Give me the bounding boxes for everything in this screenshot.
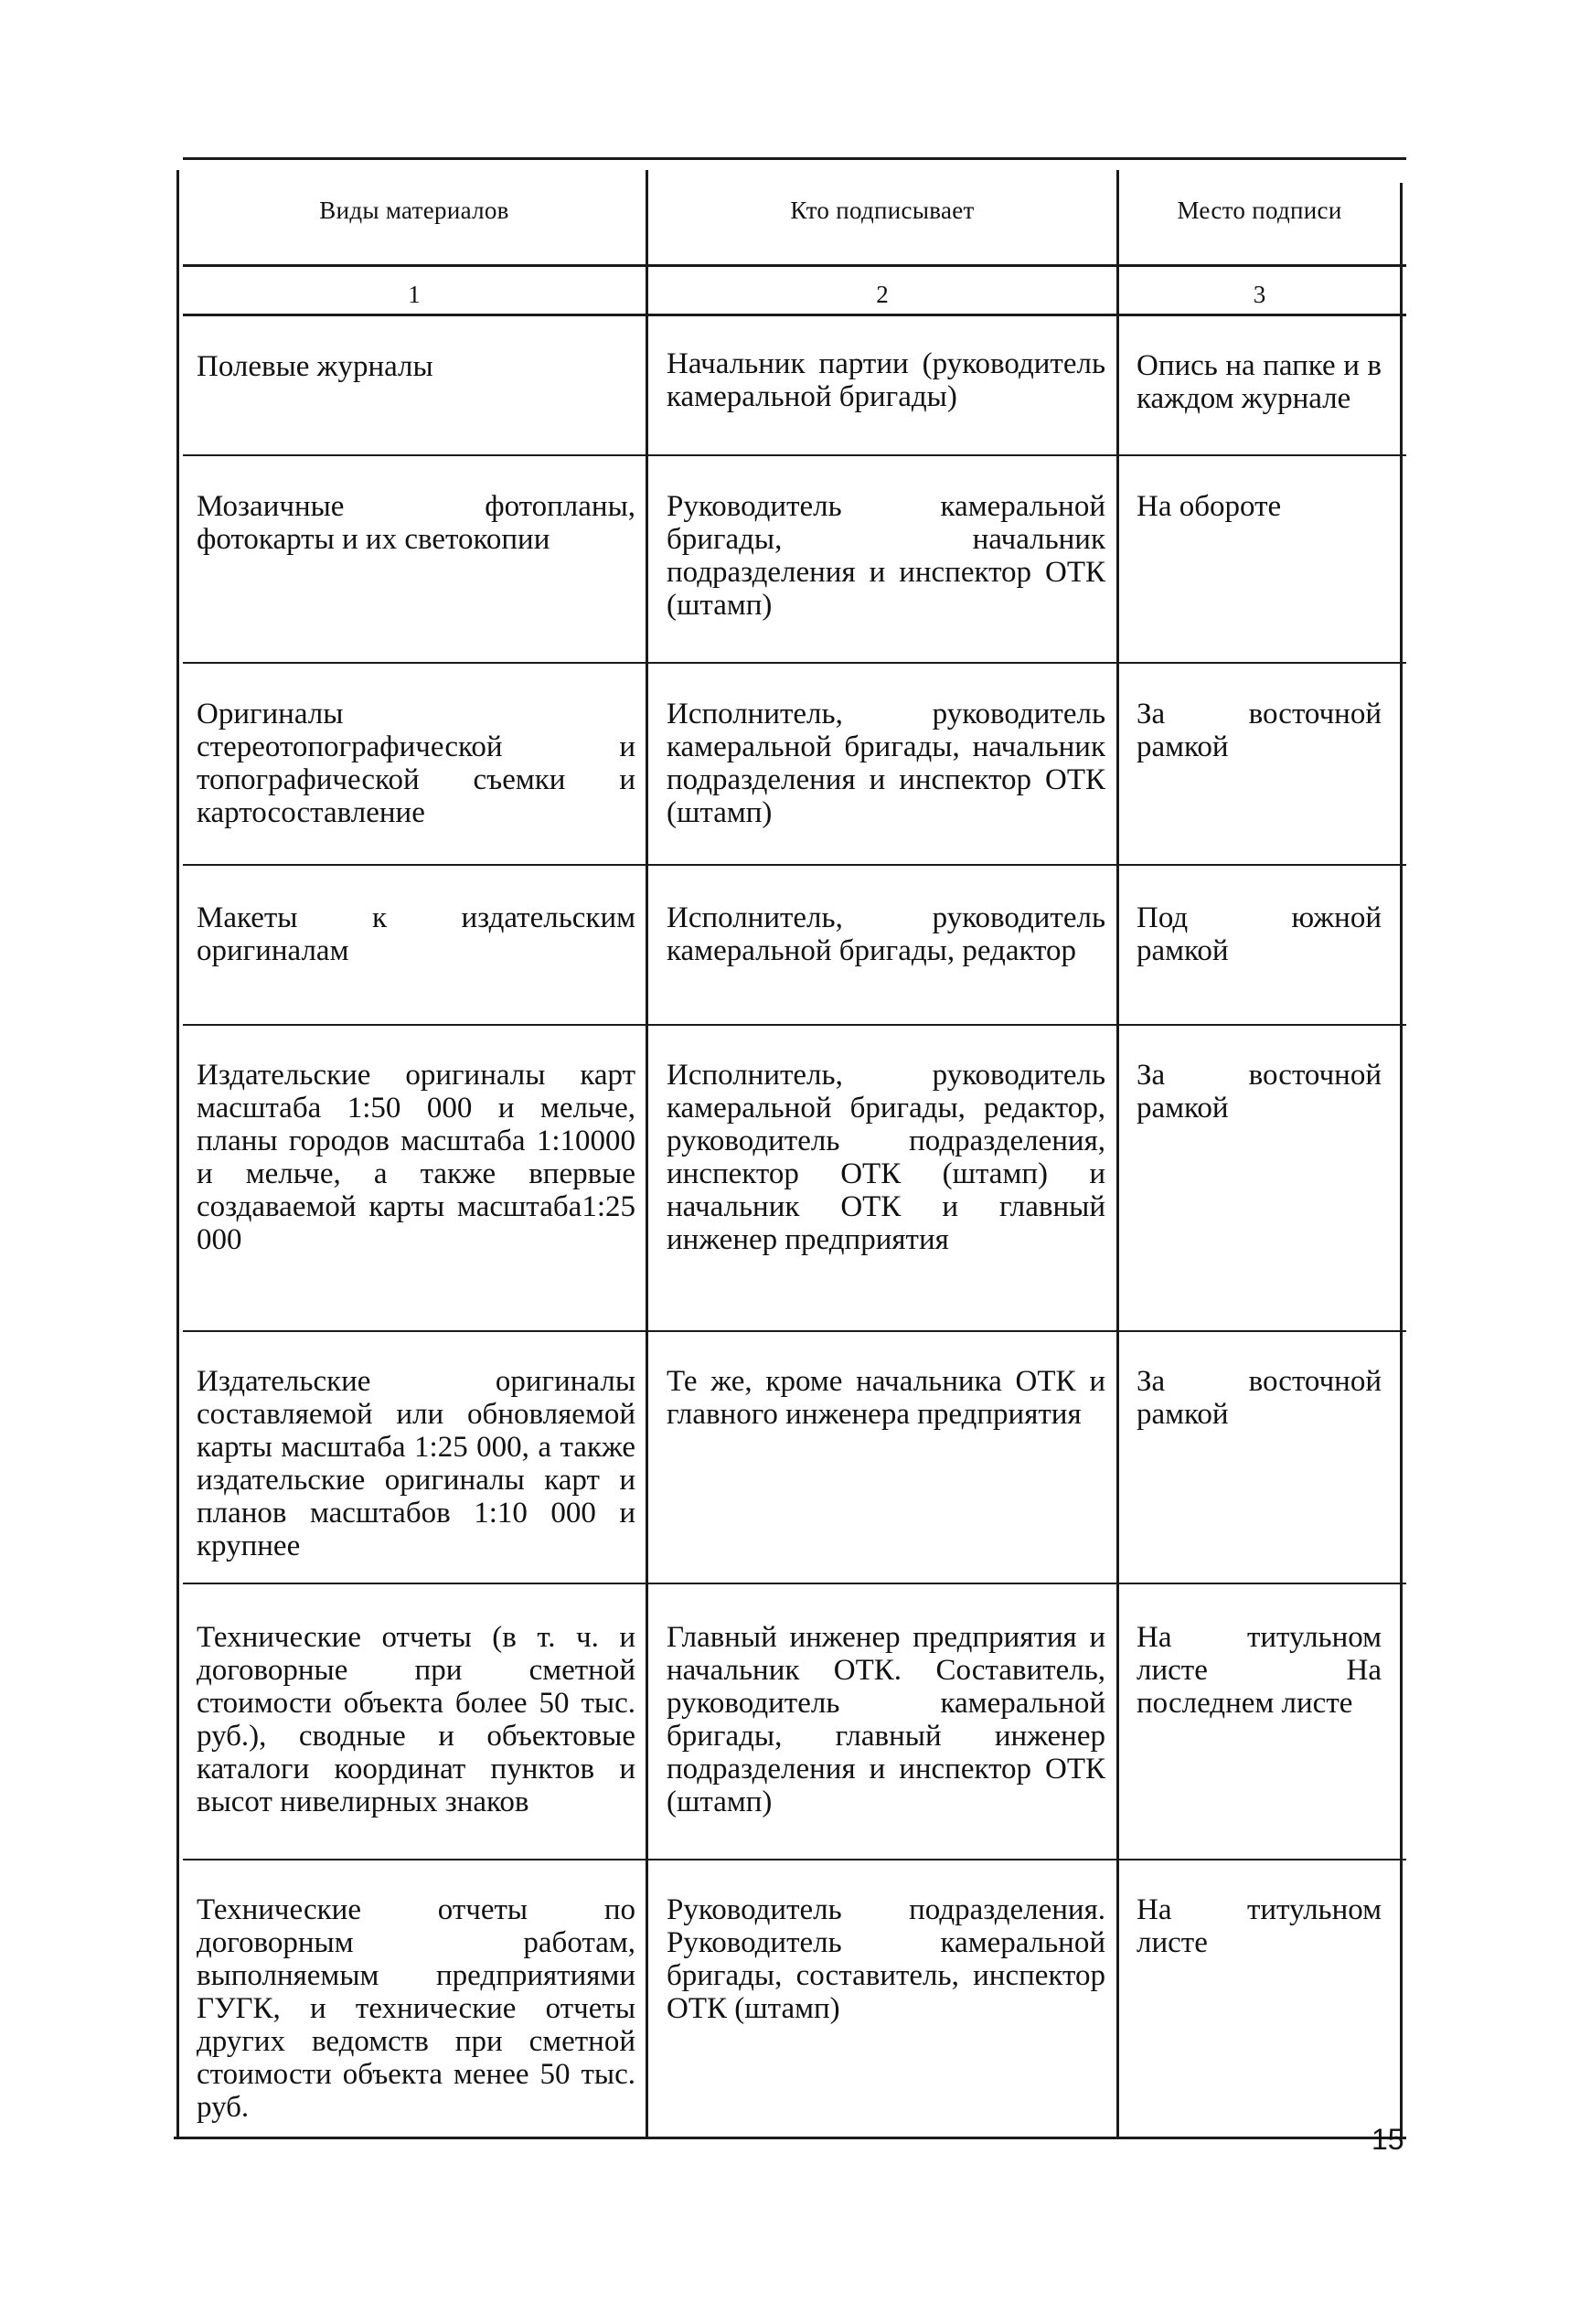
header-rule xyxy=(183,264,1406,267)
row-divider xyxy=(183,1024,1406,1026)
row-7-signer: Главный инженер предприятия и начальник ОТК. Составитель, руководитель камеральной бригады, главный инженер подразделения и инспектор ОТК (штамп) xyxy=(667,1621,1105,1818)
header-signer: Кто подписывает xyxy=(790,197,975,224)
page-number: 15 xyxy=(1372,2123,1404,2156)
row-5-place: За восточной рамкой xyxy=(1137,1059,1382,1125)
row-divider xyxy=(183,1859,1406,1860)
row-4-material: Макеты к издательским оригиналам xyxy=(197,901,635,967)
column-number-2: 2 xyxy=(876,281,889,308)
column-divider xyxy=(1116,170,1119,2137)
row-3-place: За восточной рамкой xyxy=(1137,698,1382,763)
row-4-signer: Исполнитель, руководитель камеральной бригады, редактор xyxy=(667,901,1105,967)
numbers-rule xyxy=(183,314,1406,316)
row-3-material: Оригиналы стереотопографической и топографической съемки и картосоставление xyxy=(197,698,635,829)
row-2-place: На обороте xyxy=(1137,490,1282,523)
table-left-border xyxy=(176,170,179,2137)
row-2-signer: Руководитель камеральной бригады, начальник подразделения и инспектор ОТК (штамп) xyxy=(667,490,1105,622)
header-place: Место подписи xyxy=(1177,197,1342,224)
header-materials: Виды материалов xyxy=(319,197,509,224)
row-8-signer: Руководитель подразделения. Руководитель камеральной бригады, составитель, инспектор ОТК (штамп) xyxy=(667,1893,1105,2025)
table-bottom-rule xyxy=(174,2137,1406,2139)
row-6-material: Издательские оригиналы составляемой или обновляемой карты масштаба 1:25 000, а также издательские оригиналы карт и планов масштабов 1:10 000 и крупнее xyxy=(197,1365,635,1562)
row-4-place: Под южной рамкой xyxy=(1137,901,1382,967)
row-2-material: Мозаичные фотопланы, фотокарты и их светокопии xyxy=(197,490,635,556)
row-8-material: Технические отчеты по договорным работам, выполняемым предприятиями ГУГК, и технические отчеты других ведомств при сметной стоимости объекта менее 50 тыс. руб. xyxy=(197,1893,635,2124)
column-number-1: 1 xyxy=(408,281,421,308)
row-3-signer: Исполнитель, руководитель камеральной бригады, начальник подразделения и инспектор ОТК (штамп) xyxy=(667,698,1105,829)
row-1-signer: Начальник партии (руководитель камеральной бригады) xyxy=(667,347,1105,413)
row-1-material: Полевые журналы xyxy=(197,350,433,383)
row-7-material: Технические отчеты (в т. ч. и договорные при сметной стоимости объекта более 50 тыс. руб.), сводные и объектовые каталоги координат пунктов и высот нивелирных знаков xyxy=(197,1621,635,1818)
row-1-place: Опись на папке и в каждом журнале xyxy=(1137,349,1382,415)
row-6-place: За восточной рамкой xyxy=(1137,1365,1382,1431)
row-6-signer: Те же, кроме начальника ОТК и главного инженера предприятия xyxy=(667,1365,1105,1431)
row-divider xyxy=(183,1330,1406,1332)
column-divider xyxy=(646,170,648,2137)
table-right-border xyxy=(1400,183,1403,2137)
row-8-place: На титульном листе xyxy=(1137,1893,1382,1959)
table-top-rule xyxy=(183,157,1406,160)
row-divider xyxy=(183,662,1406,664)
row-5-material: Издательские оригиналы карт масштаба 1:50 000 и мельче, планы городов масштаба 1:10000 и мельче, а также впервые создаваемой карты масштаба1:25 000 xyxy=(197,1059,635,1256)
row-7-place: На титульном листе На последнем листе xyxy=(1137,1621,1382,1720)
row-divider xyxy=(183,864,1406,866)
column-number-3: 3 xyxy=(1253,281,1266,308)
row-5-signer: Исполнитель, руководитель камеральной бригады, редактор, руководитель подразделения, инспектор ОТК (штамп) и начальник ОТК и главный инженер предприятия xyxy=(667,1059,1105,1256)
row-divider xyxy=(183,1583,1406,1584)
row-divider xyxy=(183,454,1406,456)
